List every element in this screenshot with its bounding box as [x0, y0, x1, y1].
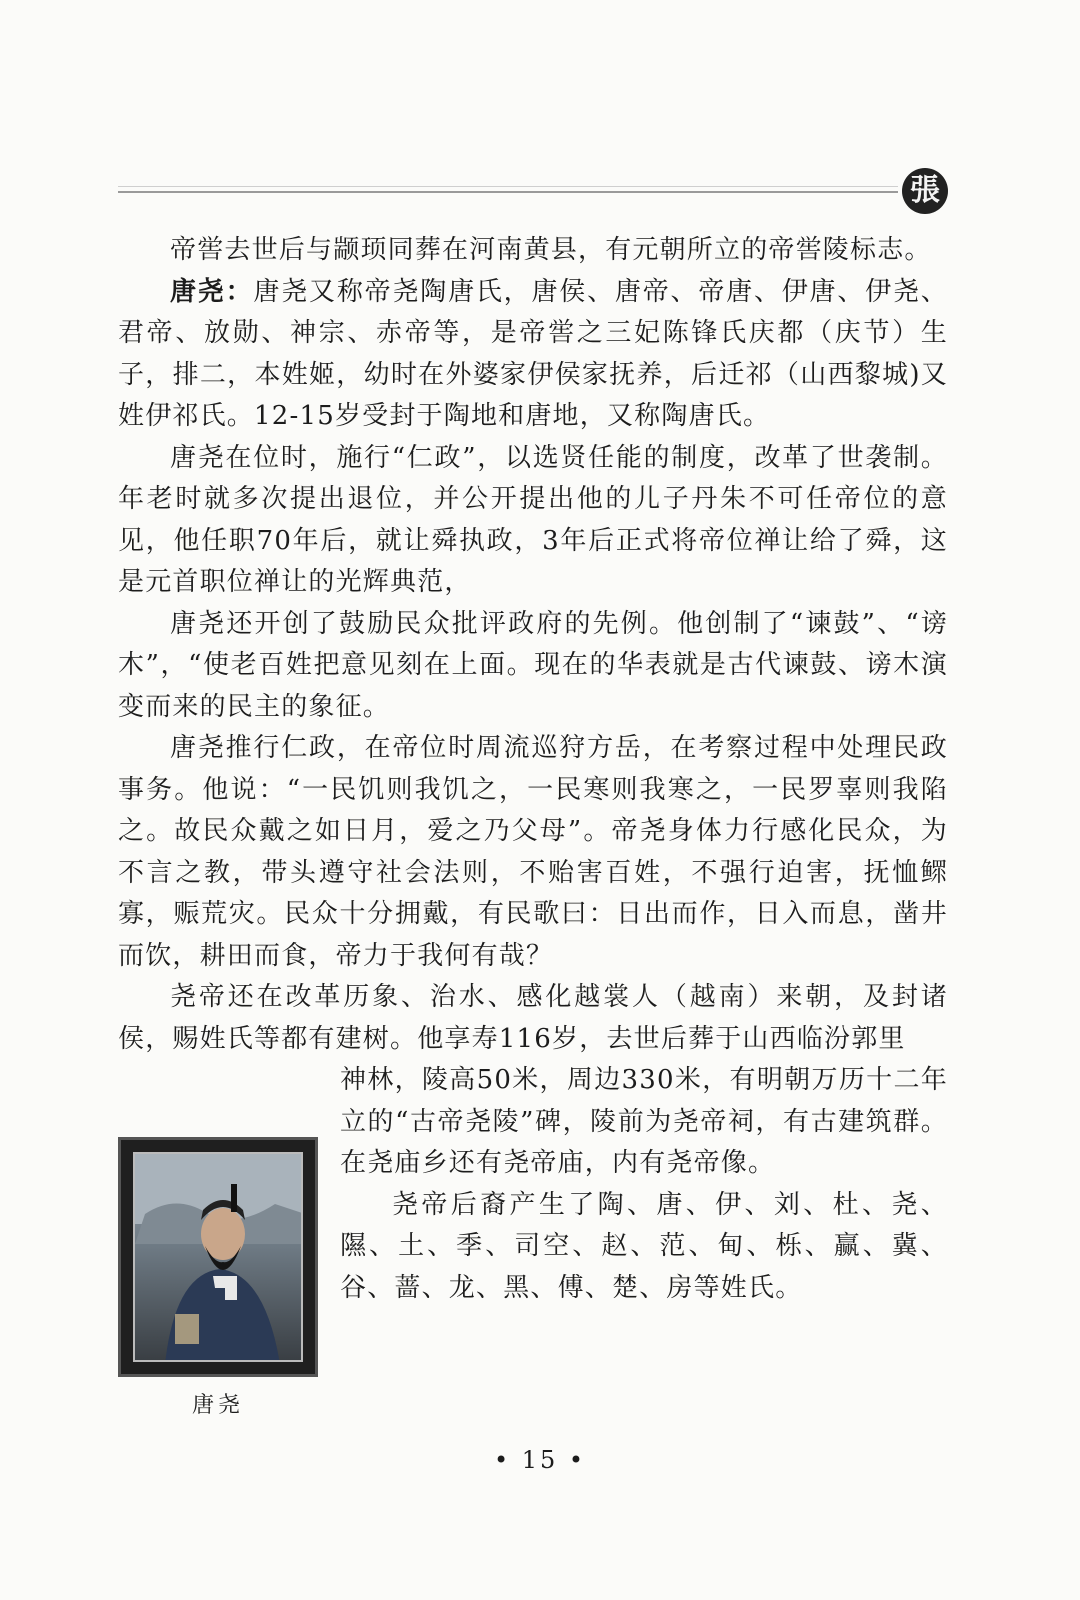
portrait-figure-icon [135, 1154, 303, 1362]
paragraph [118, 272, 948, 438]
paragraph: 尧帝后裔产生了陶、唐、伊、刘、杜、尧、隰、土、季、司空、赵、范、甸、栎、赢、冀、谷、蔷、龙、黑、傅、楚、房等姓氏。 [340, 1189, 948, 1303]
portrait-frame [133, 1152, 303, 1362]
figure-caption: 唐尧 [191, 1393, 244, 1418]
seal-logo: 張 [902, 168, 948, 214]
paragraph-text: 唐尧又称帝尧陶唐氏，唐侯、唐帝、帝唐、伊唐、伊尧、君帝、放勋、神宗、赤帝等，是帝喾之三妃陈锋氏庆都（庆节）生子，排二，本姓姬，幼时在外婆家伊侯家抚养，后迁祁（山西黎城)又姓伊祁氏。12-15岁受封于陶地和唐地，又称陶唐氏。 [118, 276, 948, 431]
paragraph: 帝喾去世后与颛顼同葬在河南黄县，有元朝所立的帝喾陵标志。 [170, 235, 932, 265]
portrait-image [118, 1137, 318, 1377]
header-rule [118, 191, 898, 193]
page-number: • 15 • [493, 1446, 587, 1474]
paragraph: 唐尧在位时，施行“仁政”，以选贤任能的制度，改革了世袭制。年老时就多次提出退位，并公开提出他的儿子丹朱不可任帝位的意见，他任职70年后，就让舜执政，3年后正式将帝位禅让给了舜，这是元首职位禅让的光辉典范， [118, 442, 948, 597]
paragraph: 唐尧还开创了鼓励民众批评政府的先例。他创制了“谏鼓”、“谤木”，“使老百姓把意见刻在上面。现在的华表就是古代谏鼓、谤木演变而来的民主的象征。 [118, 608, 948, 722]
term-heading: 唐尧： [170, 276, 254, 307]
paragraph: 神林，陵高50米，周边330米，有明朝万历十二年立的“古帝尧陵”碑，陵前为尧帝祠，有古建筑群。在尧庙乡还有尧帝庙，内有尧帝像。 [340, 1065, 948, 1178]
paragraph: 唐尧推行仁政，在帝位时周流巡狩方岳，在考察过程中处理民政事务。他说：“一民饥则我饥之，一民寒则我寒之，一民罗辜则我陷之。故民众戴之如日月，爱之乃父母”。帝尧身体力行感化民众，为不言之教，带头遵守社会法则，不贻害百姓，不强行迫害，抚恤鳏寡，赈荒灾。民众十分拥戴，有民歌曰：日出而作，日入而息，凿井而饮，耕田而食，帝力于我何有哉？ [118, 733, 948, 971]
paragraph: 尧帝还在改革历象、治水、感化越裳人（越南）来朝，及封诸侯，赐姓氏等都有建树。他享寿116岁，去世后葬于山西临汾郭里 [118, 982, 948, 1054]
